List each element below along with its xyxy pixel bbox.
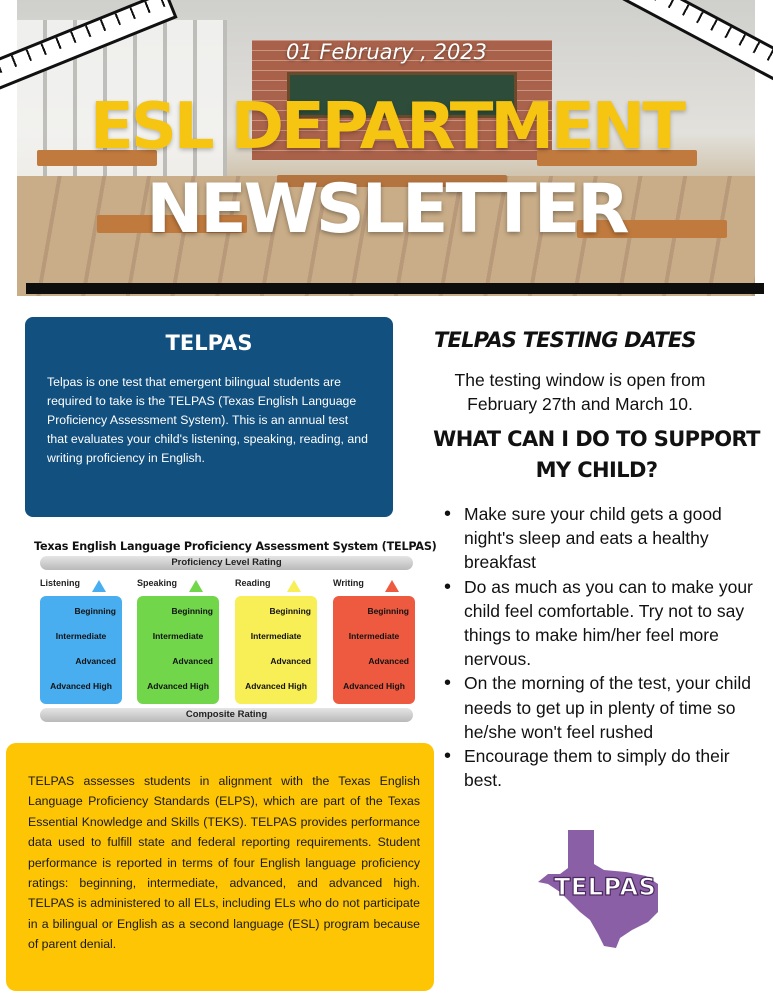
level-label: Advanced (368, 656, 409, 666)
level-label: Beginning (74, 606, 116, 616)
proficiency-level-rating-bar: Proficiency Level Rating (40, 556, 413, 570)
diagram-title: Texas English Language Proficiency Assessment System (TELPAS) (34, 540, 437, 553)
domain-label: Writing (333, 578, 364, 588)
telpas-logo-text: TELPAS (554, 873, 657, 901)
arrow-up-icon (287, 580, 301, 592)
level-label: Intermediate (250, 631, 302, 641)
telpas-diagram (34, 540, 437, 730)
level-label: Advanced High (147, 681, 209, 691)
level-label: Beginning (367, 606, 409, 616)
testing-dates-heading: TELPAS TESTING DATES (434, 328, 696, 352)
level-label: Intermediate (55, 631, 107, 641)
support-heading: WHAT CAN I DO TO SUPPORT MY CHILD? (433, 427, 760, 482)
title-newsletter: NEWSLETTER (146, 170, 627, 249)
arrow-up-icon (92, 580, 106, 592)
domain-card (137, 596, 219, 704)
assessment-description: TELPAS assesses students in alignment with the Texas English Language Proficiency Standards (ELPS), which are part of the Texas Essential Knowledge and Skills (TEKS). TELPAS provides performance data used to fulfill state and federal reporting requirements. Student performance is reported in terms of four English language proficiency ratings: beginning, intermediate, advanced, and advanced high. TELPAS is administered to all ELs, including ELs who do not participate in a bilingual or English as a second language (ESL) program because of parent denial. (28, 774, 420, 952)
level-label: Advanced High (50, 681, 112, 691)
domain-card (333, 596, 415, 704)
domain-card (40, 596, 122, 704)
assessment-info-box (6, 743, 434, 991)
level-label: Beginning (269, 606, 311, 616)
telpas-info-box (25, 317, 393, 517)
domain-label: Listening (40, 578, 80, 588)
level-label: Intermediate (152, 631, 204, 641)
domain-label: Speaking (137, 578, 178, 588)
list-item: • On the morning of the test, your child needs to get up in plenty of time so he/she won't feel rushed (442, 671, 767, 744)
level-label: Advanced (75, 656, 116, 666)
domain-card (235, 596, 317, 704)
level-label: Intermediate (348, 631, 400, 641)
level-label: Advanced (270, 656, 311, 666)
domain-writing (333, 578, 415, 704)
composite-rating-bar: Composite Rating (40, 708, 413, 722)
domain-reading (235, 578, 317, 704)
domain-label: Reading (235, 578, 271, 588)
level-label: Advanced High (245, 681, 307, 691)
list-item: • Make sure your child gets a good night's sleep and eats a healthy breakfast (442, 502, 767, 575)
level-label: Beginning (171, 606, 213, 616)
level-label: Advanced (172, 656, 213, 666)
telpas-description: Telpas is one test that emergent bilingual students are required to take is the TELPAS (Texas English Language Proficiency Assessment System). This is an annual test that evaluates your child's listening, speaking, reading, and writing proficiency in English. (47, 375, 368, 465)
support-tips-list (442, 502, 767, 792)
title-esl-department: ESL DEPARTMENT (90, 90, 683, 164)
domain-listening (40, 578, 122, 704)
header-divider (26, 283, 764, 294)
newsletter-date: 01 February , 2023 (285, 40, 488, 64)
arrow-up-icon (385, 580, 399, 592)
list-item: • Encourage them to simply do their best. (442, 744, 767, 792)
telpas-heading: TELPAS (165, 331, 253, 355)
level-label: Advanced High (343, 681, 405, 691)
list-item: • Do as much as you can to make your child feel comfortable. Try not to say things to make him/her feel more nervous. (442, 575, 767, 672)
arrow-up-icon (189, 580, 203, 592)
testing-dates-text: The testing window is open from February 27th and March 10. (454, 370, 706, 414)
domain-speaking (137, 578, 219, 704)
